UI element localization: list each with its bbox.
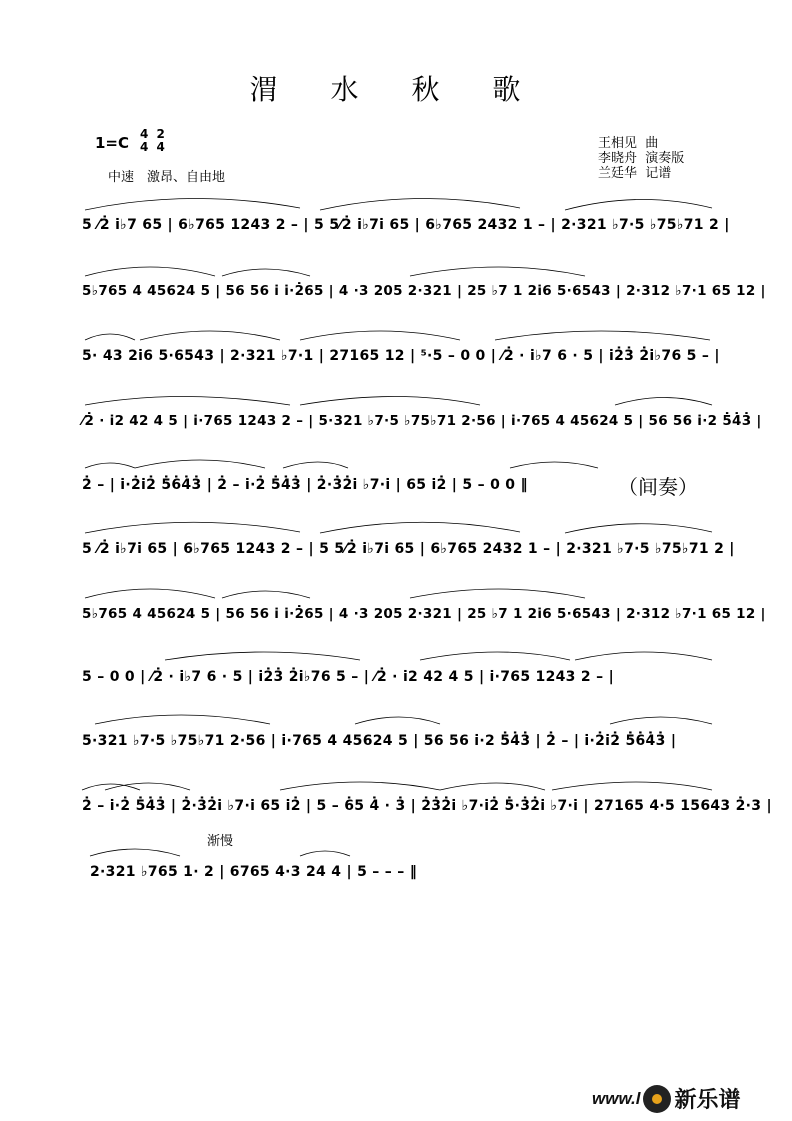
performer-credit: 李晓舟 演奏版 [598,151,685,166]
logo-brand-text: 新乐谱 [674,1088,741,1113]
transcriber-credit: 兰廷华 记谱 [598,166,672,181]
meter-bottom: 4 [156,140,165,154]
tempo-gradual-slow: 渐慢 [207,834,234,849]
meter-top: 2 [156,127,165,141]
score-line-5: 2̇ – | i̇·2̇i̇2̇ 5̇6̇4̇3̇ | 2̇ – i̇·2̇ 5̇4̇3̇ | 2̇·3̇2̇i̇ ♭7·i̇ | 65 i̇2̇ | 5 – 0 0 ‖ [82,477,528,493]
score-line-10: 2̇ – i̇·2̇ 5̇4̇3̇ | 2̇·3̇2̇i̇ ♭7·i̇ 65 i̇2̇ | 5 – 6̇5 4̇ · 3̇ | 2̇3̇2̇i̇ ♭7·i̇2̇ 5̇·3̇2̇i̇ ♭7·i̇ | 27165 4·5 15643 2̇·3 | [82,798,772,814]
score-line-8: 5 – 0 0 | ⁄2̇ · i̇♭7 6 · 5 | i̇2̇3̇ 2̇i̇♭76 5 – | ⁄2̇ · i̇2 42 4 5 | i̇·765 1243 2 – | [82,669,615,685]
record-disc-icon [643,1085,671,1113]
score-line-3: 5· 43 2i̇6 5·6543 | 2·321 ♭7·1 | 27165 12 | ⁵·5 – 0 0 | ⁄2̇ · i̇♭7 6 · 5 | i̇2̇3̇ 2̇i̇♭76 5 – | [82,348,720,364]
score-title: 渭 水 秋 歌 [249,73,543,106]
key-signature: 1=C [95,134,130,152]
score-line-7: 5♭765 4 45624 5 | 56 56 i̇ i̇·2̇65 | 4 ·3 205 2·321 | 25 ♭7 1 2i̇6 5·6543 | 2·312 ♭7·1 65 12 | [82,606,766,622]
score-line-1: 5 ⁄2̇ i̇♭7 65 | 6♭765 1243 2 – | 5 5⁄2̇ i̇♭7i̇ 65 | 6♭765 2432 1 – | 2·321 ♭7·5 ♭75♭71 2 | [82,217,730,233]
score-line-4: ⁄2̇ · i̇2 42 4 5 | i̇·765 1243 2 – | 5·321 ♭7·5 ♭75♭71 2·56 | i̇·765 4 45624 5 | 56 56 i̇·2 5̇4̇3̇ | [82,413,762,429]
logo-url-text: www.l [592,1088,641,1108]
tempo-marking: 中速 激昂、自由地 [108,170,226,185]
score-line-11: 2·321 ♭765 1· 2 | 6765 4·3 24 4 | 5 – – – ‖ [90,864,418,880]
score-line-6: 5 ⁄2̇ i̇♭7i̇ 65 | 6♭765 1243 2 – | 5 5⁄2̇ i̇♭7i̇ 65 | 6♭765 2432 1 – | 2·321 ♭7·5 ♭75♭71 2 | [82,541,735,557]
meter-top: 4 [140,127,149,141]
site-logo[interactable] [592,1083,741,1114]
interlude-label: （间奏） [618,475,698,499]
score-line-2: 5♭765 4 45624 5 | 56 56 i̇ i̇·2̇65 | 4 ·3 205 2·321 | 25 ♭7 1 2i̇6 5·6543 | 2·312 ♭7·1 65 12 | [82,283,766,299]
meter-bottom: 4 [140,140,149,154]
composer-credit: 王相见 曲 [598,136,659,151]
score-line-9: 5·321 ♭7·5 ♭75♭71 2·56 | i̇·765 4 45624 5 | 56 56 i̇·2 5̇4̇3̇ | 2̇ – | i̇·2̇i̇2̇ 5̇6̇4̇3̇ | [82,733,677,749]
